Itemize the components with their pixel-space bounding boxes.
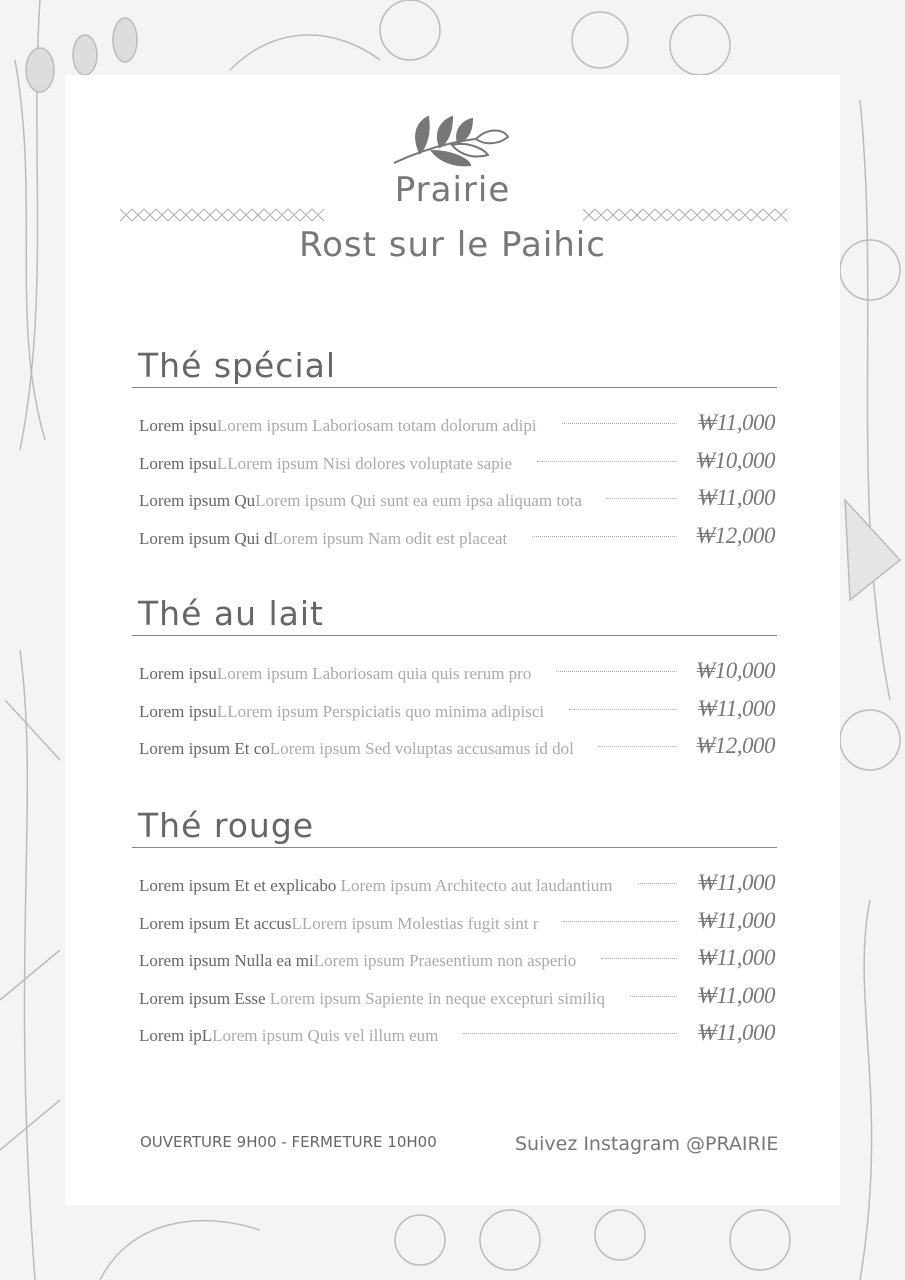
menu-section — [132, 345, 777, 556]
item-description: Lorem ipsum Nam odit est placeat — [272, 528, 508, 548]
dot-leader — [532, 536, 677, 537]
item-name: Lorem ipsum Et co — [139, 739, 270, 758]
dot-leader — [563, 921, 677, 922]
item-price: ₩11,000 — [697, 695, 775, 721]
item-description: Lorem ipsum Sapiente in neque excepturi similiq — [269, 988, 605, 1008]
dot-leader — [607, 498, 677, 499]
item-price: ₩11,000 — [697, 410, 775, 435]
menu-item — [132, 692, 777, 730]
item-name: Lorem ipsu — [139, 664, 217, 683]
section-title: Thé au lait — [132, 593, 777, 636]
item-name: Lorem ipsum Qu — [139, 491, 256, 510]
item-price: ₩11,000 — [697, 907, 775, 933]
dot-leader — [556, 671, 677, 672]
item-description: Lorem ipsum Laboriosam totam dolorum adipi — [216, 416, 537, 435]
menu-item — [132, 654, 777, 692]
item-price: ₩12,000 — [696, 733, 775, 758]
menu-section — [132, 805, 777, 1054]
item-name: Lorem ipsum Et accus — [139, 913, 292, 933]
item-description: Lorem ipsum Quis vel illum eum — [212, 1026, 439, 1045]
dot-leader — [537, 461, 677, 462]
leaf-logo-icon — [392, 115, 512, 175]
item-description: Lorem ipsum Sed voluptas accusamus id dol — [269, 739, 574, 758]
item-price: ₩12,000 — [696, 522, 775, 548]
item-price: ₩11,000 — [697, 945, 775, 970]
section-title: Thé spécial — [132, 345, 777, 388]
menu-item — [132, 1016, 777, 1054]
dot-leader — [569, 709, 677, 710]
menu-item — [132, 729, 777, 767]
zigzag-divider-right — [583, 208, 788, 222]
item-description: LLorem ipsum Perspiciatis quo minima adipisci — [216, 701, 545, 721]
section-title: Thé rouge — [132, 805, 777, 848]
item-name: Lorem ipsum Et et explicabo — [139, 876, 341, 895]
restaurant-subtitle: Rost sur le Paihic — [299, 225, 606, 265]
item-description: LLorem ipsum Molestias fugit sint r — [291, 913, 539, 933]
item-price: ₩10,000 — [696, 658, 775, 683]
menu-item — [132, 979, 777, 1017]
dot-leader — [562, 423, 677, 424]
restaurant-name: Prairie — [394, 170, 511, 210]
menu-item — [132, 481, 777, 519]
menu-item — [132, 904, 777, 942]
item-price: ₩11,000 — [697, 485, 775, 510]
menu-item — [132, 444, 777, 482]
zigzag-divider-left — [120, 208, 325, 222]
opening-hours: OUVERTURE 9H00 - FERMETURE 10H00 — [140, 1133, 437, 1151]
item-name: Lorem ipsu — [139, 453, 217, 473]
menu-item — [132, 941, 777, 979]
dot-leader — [463, 1033, 677, 1034]
menu-item — [132, 406, 777, 444]
item-description: Lorem ipsum Architecto aut laudantium — [340, 876, 613, 895]
item-name: Lorem ipsu — [139, 701, 217, 721]
item-price: ₩10,000 — [696, 447, 775, 473]
item-description: Lorem ipsum Laboriosam quia quis rerum pro — [216, 664, 532, 683]
item-price: ₩11,000 — [697, 982, 775, 1008]
dot-leader — [601, 958, 677, 959]
instagram-link: Suivez Instagram @PRAIRIE — [515, 1133, 779, 1155]
item-name: Lorem ipsum Qui d — [139, 528, 273, 548]
dot-leader — [630, 996, 677, 997]
item-name: Lorem ipsum Esse — [139, 988, 270, 1008]
item-description: LLorem ipsum Nisi dolores voluptate sapie — [216, 453, 512, 473]
item-name: Lorem ipL — [139, 1026, 213, 1045]
item-price: ₩11,000 — [697, 870, 775, 895]
dot-leader — [599, 746, 677, 747]
menu-item — [132, 866, 777, 904]
menu-section — [132, 593, 777, 767]
item-name: Lorem ipsu — [139, 416, 217, 435]
dot-leader — [638, 883, 677, 884]
item-description: Lorem ipsum Qui sunt ea eum ipsa aliquam tota — [255, 491, 582, 510]
item-name: Lorem ipsum Nulla ea mi — [139, 951, 314, 970]
item-price: ₩11,000 — [697, 1020, 775, 1045]
item-description: Lorem ipsum Praesentium non asperio — [313, 951, 577, 970]
menu-item — [132, 519, 777, 557]
